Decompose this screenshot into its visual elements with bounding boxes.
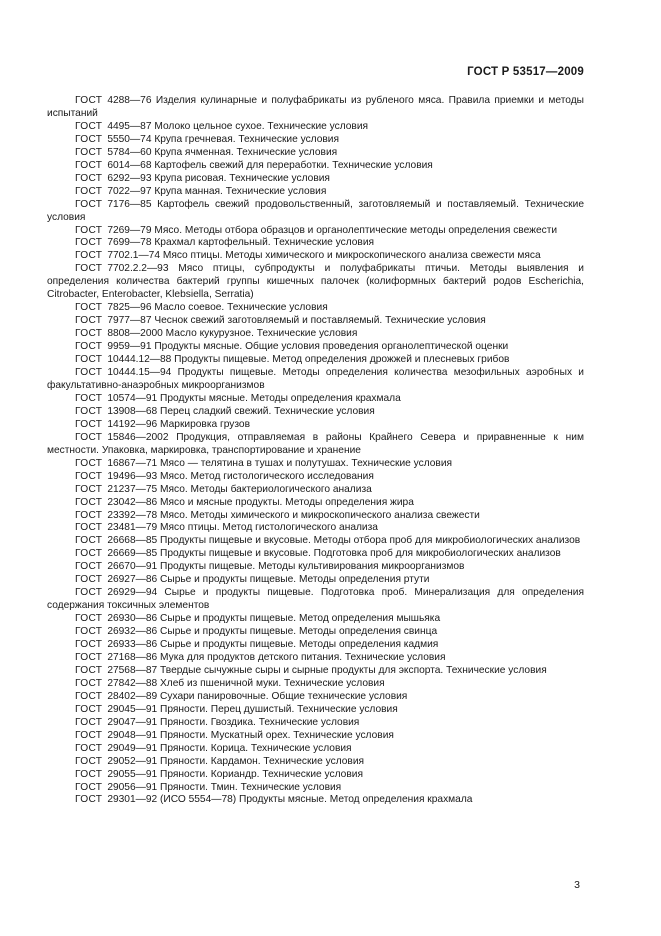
- reference-title: Картофель свежий продовольственный, заготовляемый и поставляемый. Технические условия: [47, 198, 584, 223]
- reference-item: [47, 471, 584, 484]
- reference-title: Продукты пищевые и вкусовые. Подготовка проб для микробиологических анализов: [160, 548, 561, 560]
- reference-title: Продукты пищевые. Методы культивирования микроорганизмов: [160, 561, 465, 573]
- reference-number: 29301—92 (ИСО 5554—78): [107, 794, 237, 806]
- reference-item: [47, 497, 584, 510]
- reference-title: Пряности. Корица. Технические условия: [160, 742, 352, 754]
- reference-item: [47, 574, 584, 587]
- reference-item: [47, 458, 584, 471]
- reference-item: [47, 173, 584, 186]
- reference-prefix: ГОСТ: [75, 729, 103, 741]
- reference-number: 29056—91: [107, 781, 158, 793]
- reference-prefix: ГОСТ: [75, 716, 103, 728]
- reference-number: 27568—87: [107, 664, 158, 676]
- reference-title: Мясо. Методы химического и микроскопического анализа свежести: [160, 509, 480, 521]
- reference-item: [47, 769, 584, 782]
- reference-prefix: ГОСТ: [75, 483, 103, 495]
- reference-number: 29052—91: [107, 755, 158, 767]
- reference-title: Масло соевое. Технические условия: [154, 302, 328, 314]
- reference-title: Хлеб из пшеничной муки. Технические условия: [160, 677, 385, 689]
- reference-item: [47, 237, 584, 250]
- reference-number: 9959—91: [107, 341, 152, 353]
- reference-number: 13908—68: [107, 405, 158, 417]
- reference-number: 8808—2000: [107, 328, 163, 340]
- reference-title: Продукты пищевые. Метод определения дрожжей и плесневых грибов: [174, 354, 510, 366]
- reference-title: Пряности. Перец душистый. Технические условия: [160, 703, 398, 715]
- reference-title: Крупа манная. Технические условия: [154, 185, 327, 197]
- reference-title: Сырье и продукты пищевые. Подготовка проб. Минерализация для определения содержания токсичных элементов: [47, 587, 584, 612]
- reference-prefix: ГОСТ: [75, 574, 103, 586]
- reference-number: 26930—86: [107, 613, 158, 625]
- reference-title: Мясо птицы. Метод гистологического анализа: [160, 522, 378, 534]
- reference-title: Сырье и продукты пищевые. Метод определения мышьяка: [160, 613, 441, 625]
- reference-item: [47, 782, 584, 795]
- reference-number: 23392—78: [107, 509, 158, 521]
- reference-item: [47, 225, 584, 238]
- reference-prefix: ГОСТ: [75, 431, 103, 443]
- reference-prefix: ГОСТ: [75, 522, 103, 534]
- reference-prefix: ГОСТ: [75, 302, 103, 314]
- reference-number: 7825—96: [107, 302, 152, 314]
- reference-number: 7977—87: [107, 315, 152, 327]
- reference-prefix: ГОСТ: [75, 587, 103, 599]
- reference-prefix: ГОСТ: [75, 341, 103, 353]
- reference-item: [47, 341, 584, 354]
- reference-prefix: ГОСТ: [75, 418, 103, 430]
- reference-prefix: ГОСТ: [75, 613, 103, 625]
- reference-title: Сырье и продукты пищевые. Методы определения свинца: [160, 626, 438, 638]
- reference-item: [47, 678, 584, 691]
- reference-number: 29055—91: [107, 768, 158, 780]
- reference-number: 28402—89: [107, 690, 158, 702]
- reference-item: [47, 510, 584, 523]
- reference-title: Маркировка грузов: [160, 418, 251, 430]
- reference-number: 6014—68: [107, 159, 152, 171]
- reference-title: Крупа рисовая. Технические условия: [154, 172, 330, 184]
- reference-number: 19496—93: [107, 470, 158, 482]
- reference-prefix: ГОСТ: [75, 639, 103, 651]
- reference-item: [47, 315, 584, 328]
- reference-item: [47, 639, 584, 652]
- reference-item: [47, 626, 584, 639]
- reference-title: Изделия кулинарные и полуфабрикаты из рубленого мяса. Правила приемки и методы испытаний: [47, 95, 584, 119]
- reference-title: Сырье и продукты пищевые. Методы определения кадмия: [160, 639, 439, 651]
- reference-item: [47, 484, 584, 497]
- reference-prefix: ГОСТ: [75, 768, 103, 780]
- reference-item: [47, 302, 584, 315]
- reference-prefix: ГОСТ: [75, 133, 103, 145]
- reference-number: 26929—94: [107, 587, 158, 599]
- reference-item: [47, 756, 584, 769]
- reference-prefix: ГОСТ: [75, 405, 103, 417]
- reference-title: Продукты мясные. Метод определения крахмала: [239, 794, 473, 806]
- reference-prefix: ГОСТ: [75, 509, 103, 521]
- reference-title: Пряности. Кориандр. Технические условия: [160, 768, 363, 780]
- reference-item: [47, 717, 584, 730]
- reference-number: 16867—71: [107, 457, 158, 469]
- reference-title: Мясо. Методы отбора образцов и органолептические методы определения свежести: [154, 224, 558, 236]
- reference-item: [47, 186, 584, 199]
- reference-number: 29047—91: [107, 716, 158, 728]
- reference-number: 29048—91: [107, 729, 158, 741]
- reference-number: 7176—85: [107, 198, 152, 210]
- reference-prefix: ГОСТ: [75, 159, 103, 171]
- reference-number: 27842—88: [107, 677, 158, 689]
- reference-item: [47, 354, 584, 367]
- reference-title: Масло кукурузное. Технические условия: [165, 328, 358, 340]
- reference-prefix: ГОСТ: [75, 742, 103, 754]
- reference-prefix: ГОСТ: [75, 470, 103, 482]
- reference-number: 26669—85: [107, 548, 158, 560]
- reference-prefix: ГОСТ: [75, 781, 103, 793]
- reference-title: Пряности. Гвоздика. Технические условия: [160, 716, 360, 728]
- reference-title: Мясо. Метод гистологического исследования: [160, 470, 374, 482]
- reference-prefix: ГОСТ: [75, 120, 103, 132]
- reference-item: [47, 95, 584, 121]
- reference-item: [47, 794, 584, 807]
- reference-title: Продукты мясные. Общие условия проведения органолептической оценки: [154, 341, 509, 353]
- reference-prefix: ГОСТ: [75, 794, 103, 806]
- reference-title: Мясо и мясные продукты. Методы определения жира: [160, 496, 414, 508]
- reference-prefix: ГОСТ: [75, 224, 103, 236]
- reference-number: 29045—91: [107, 703, 158, 715]
- reference-number: 23481—79: [107, 522, 158, 534]
- reference-prefix: ГОСТ: [75, 561, 103, 573]
- reference-number: 7699—78: [107, 237, 152, 249]
- reference-item: [47, 121, 584, 134]
- reference-item: [47, 160, 584, 173]
- reference-title: Пряности. Мускатный орех. Технические условия: [160, 729, 394, 741]
- reference-prefix: ГОСТ: [75, 626, 103, 638]
- reference-item: [47, 587, 584, 613]
- reference-title: Продукты пищевые. Методы определения количества мезофильных аэробных и факультативно-анаэробных микроорганизмов: [47, 367, 584, 391]
- reference-item: [47, 419, 584, 432]
- reference-number: 7022—97: [107, 185, 152, 197]
- reference-title: Сырье и продукты пищевые. Методы определения ртути: [160, 574, 430, 586]
- reference-prefix: ГОСТ: [75, 315, 103, 327]
- reference-item: [47, 548, 584, 561]
- reference-item: [47, 328, 584, 341]
- reference-number: 4288—76: [107, 95, 152, 106]
- reference-title: Сухари панировочные. Общие технические условия: [160, 690, 408, 702]
- reference-prefix: ГОСТ: [75, 263, 103, 275]
- page-number: 3: [574, 879, 580, 891]
- reference-number: 27168—86: [107, 651, 158, 663]
- reference-prefix: ГОСТ: [75, 250, 103, 262]
- reference-item: [47, 406, 584, 419]
- reference-number: 23042—86: [107, 496, 158, 508]
- reference-number: 7269—79: [107, 224, 152, 236]
- reference-prefix: ГОСТ: [75, 392, 103, 404]
- reference-number: 5784—60: [107, 146, 152, 158]
- reference-title: Чеснок свежий заготовляемый и поставляемый. Технические условия: [154, 315, 486, 327]
- reference-title: Картофель свежий для переработки. Технические условия: [154, 159, 433, 171]
- reference-number: 7702.2.2—93: [107, 263, 169, 275]
- reference-item: [47, 147, 584, 160]
- reference-number: 15846—2002: [107, 431, 169, 443]
- reference-prefix: ГОСТ: [75, 185, 103, 197]
- reference-prefix: ГОСТ: [75, 95, 103, 106]
- reference-number: 29049—91: [107, 742, 158, 754]
- reference-prefix: ГОСТ: [75, 198, 103, 210]
- reference-item: [47, 263, 584, 302]
- reference-item: [47, 432, 584, 458]
- reference-title: Крупа ячменная. Технические условия: [154, 146, 338, 158]
- reference-number: 26670—91: [107, 561, 158, 573]
- reference-prefix: ГОСТ: [75, 664, 103, 676]
- reference-prefix: ГОСТ: [75, 496, 103, 508]
- reference-title: Продукция, отправляемая в районы Крайнего Севера и приравненные к ним местности. Упаковка, маркировка, транспортирование и хранение: [47, 431, 584, 456]
- reference-prefix: ГОСТ: [75, 457, 103, 469]
- reference-prefix: ГОСТ: [75, 237, 103, 249]
- reference-number: 26933—86: [107, 639, 158, 651]
- reference-prefix: ГОСТ: [75, 690, 103, 702]
- reference-title: Твердые сычужные сыры и сырные продукты для экспорта. Технические условия: [160, 664, 547, 676]
- reference-item: [47, 367, 584, 393]
- reference-title: Пряности. Тмин. Технические условия: [160, 781, 342, 793]
- reference-number: 5550—74: [107, 133, 152, 145]
- reference-title: Продукты пищевые и вкусовые. Методы отбора проб для микробиологических анализов: [160, 535, 581, 547]
- reference-number: 26932—86: [107, 626, 158, 638]
- reference-item: [47, 665, 584, 678]
- reference-title: Перец сладкий свежий. Технические условия: [160, 405, 375, 417]
- reference-title: Крахмал картофельный. Технические условия: [154, 237, 375, 249]
- reference-title: Пряности. Кардамон. Технические условия: [160, 755, 365, 767]
- reference-item: [47, 743, 584, 756]
- reference-item: [47, 561, 584, 574]
- reference-item: [47, 250, 584, 263]
- reference-prefix: ГОСТ: [75, 535, 103, 547]
- reference-title: Крупа гречневая. Технические условия: [154, 133, 340, 145]
- reference-number: 26927—86: [107, 574, 158, 586]
- reference-number: 6292—93: [107, 172, 152, 184]
- reference-title: Мясо. Методы бактериологического анализа: [160, 483, 372, 495]
- reference-number: 10444.15—94: [107, 367, 172, 379]
- reference-title: Мясо — телятина в тушах и полутушах. Технические условия: [160, 457, 453, 469]
- reference-prefix: ГОСТ: [75, 677, 103, 689]
- reference-number: 7702.1—74: [107, 250, 160, 262]
- reference-number: 10574—91: [107, 392, 158, 404]
- reference-prefix: ГОСТ: [75, 548, 103, 560]
- reference-list: [47, 95, 584, 807]
- reference-prefix: ГОСТ: [75, 651, 103, 663]
- reference-item: [47, 535, 584, 548]
- reference-item: [47, 652, 584, 665]
- reference-title: Мясо птицы. Методы химического и микроскопического анализа свежести мяса: [162, 250, 541, 262]
- reference-title: Мясо птицы, субпродукты и полуфабрикаты птичьи. Методы выявления и определения количества бактерий группы кишечных палочек (колиформных бактерий родов Escherichia, Citrobacter, Enterobacter, Klebsiella, Serratia): [47, 263, 584, 301]
- reference-item: [47, 704, 584, 717]
- reference-number: 10444.12—88: [107, 354, 172, 366]
- reference-prefix: ГОСТ: [75, 367, 103, 379]
- reference-item: [47, 613, 584, 626]
- reference-item: [47, 730, 584, 743]
- reference-item: [47, 393, 584, 406]
- reference-prefix: ГОСТ: [75, 146, 103, 158]
- reference-prefix: ГОСТ: [75, 328, 103, 340]
- reference-number: 14192—96: [107, 418, 158, 430]
- reference-number: 21237—75: [107, 483, 158, 495]
- reference-title: Мука для продуктов детского питания. Технические условия: [160, 651, 446, 663]
- reference-number: 26668—85: [107, 535, 158, 547]
- reference-title: Продукты мясные. Методы определения крахмала: [160, 392, 401, 404]
- document-id-header: ГОСТ Р 53517—2009: [467, 66, 584, 78]
- reference-item: [47, 199, 584, 225]
- reference-item: [47, 691, 584, 704]
- reference-number: 4495—87: [107, 120, 152, 132]
- reference-item: [47, 522, 584, 535]
- reference-prefix: ГОСТ: [75, 354, 103, 366]
- reference-title: Молоко цельное сухое. Технические условия: [154, 120, 369, 132]
- reference-item: [47, 134, 584, 147]
- reference-prefix: ГОСТ: [75, 755, 103, 767]
- reference-prefix: ГОСТ: [75, 172, 103, 184]
- reference-prefix: ГОСТ: [75, 703, 103, 715]
